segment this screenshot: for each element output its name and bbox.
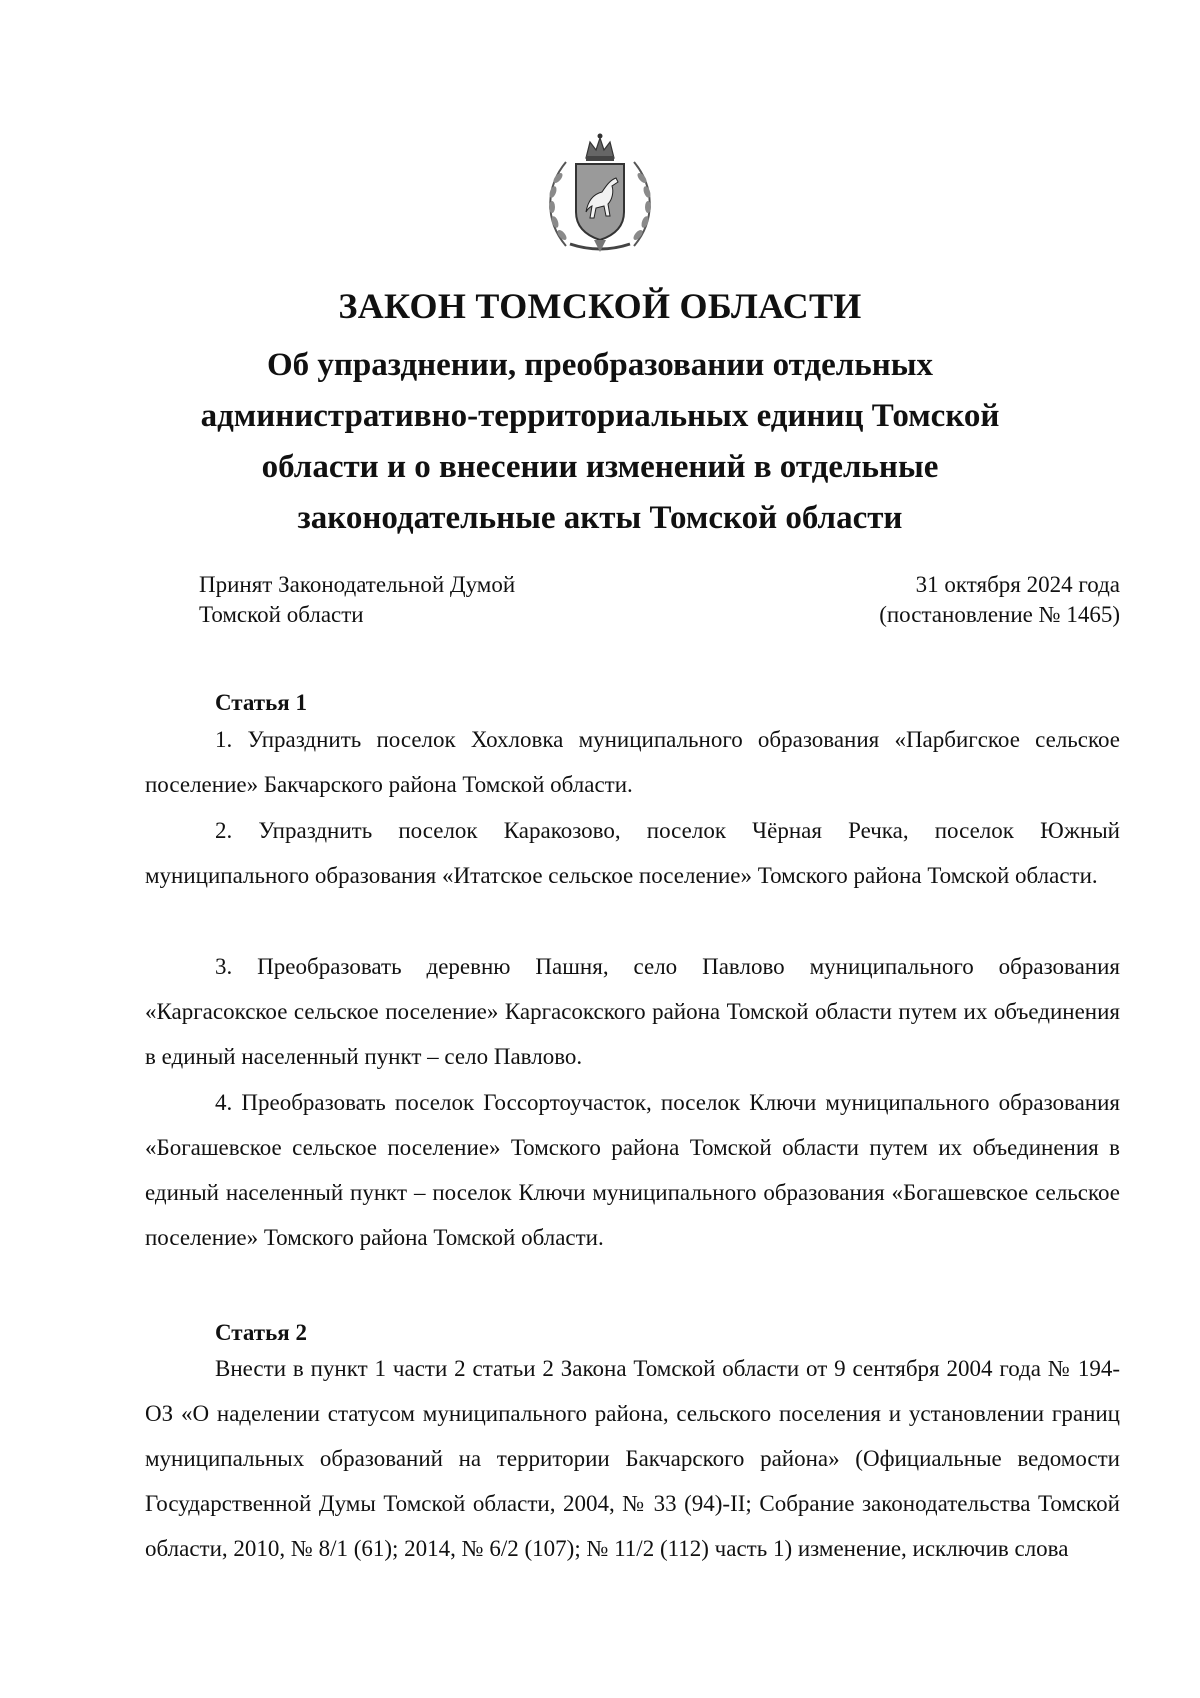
article-1-paragraph-3: 3. Преобразовать деревню Пашня, село Павлово муниципального образования «Каргасокское сельское поселение» Каргасокского района Томской области путем их объединения в единый населенный пункт – село Павлово. <box>145 954 1120 1069</box>
adoption-date-line: 31 октября 2024 года <box>915 572 1120 597</box>
adoption-date <box>780 570 1120 630</box>
article-1-paragraph-2: 2. Упразднить поселок Каракозово, поселок Чёрная Речка, поселок Южный муниципального образования «Итатское сельское поселение» Томского района Томской области. <box>145 818 1120 888</box>
article-2-paragraph-1: Внести в пункт 1 части 2 статьи 2 Закона Томской области от 9 сентября 2004 года № 194-ОЗ «О наделении статусом муниципального района, сельского поселения и установлении границ муниципальных образований на территории Бакчарского района» (Официальные ведомости Государственной Думы Томской области, 2004, № 33 (94)-II; Собрание законодательства Томской области, 2010, № 8/1 (61); 2014, № 6/2 (107); № 11/2 (112) часть 1) изменение, исключив слова <box>145 1356 1120 1561</box>
article-1-paragraph-1: 1. Упразднить поселок Хохловка муниципального образования «Парбигское сельское поселение» Бакчарского района Томской области. <box>145 727 1120 797</box>
resolution-number: (постановление № 1465) <box>879 602 1120 627</box>
article-2-heading: Статья 2 <box>215 1320 307 1345</box>
coat-of-arms-icon <box>536 128 664 256</box>
adopted-by <box>199 570 515 630</box>
law-title: ЗАКОН ТОМСКОЙ ОБЛАСТИ <box>338 286 862 326</box>
adopted-by-line-1: Принят Законодательной Думой <box>199 572 516 597</box>
article-1-paragraph-4: 4. Преобразовать поселок Госсортоучасток, поселок Ключи муниципального образования «Богашевское сельское поселение» Томского района Томской области путем их объединения в единый населенный пункт – поселок Ключи муниципального образования «Богашевское сельское поселение» Томского района Томской области. <box>145 1090 1120 1250</box>
article-1-heading: Статья 1 <box>215 690 307 715</box>
adopted-by-line-2: Томской области <box>199 602 364 627</box>
law-subtitle: Об упразднении, преобразовании отдельных административно-территориальных единиц Томской области и о внесении изменений в отдельные законодательные акты Томской области <box>200 347 1000 536</box>
